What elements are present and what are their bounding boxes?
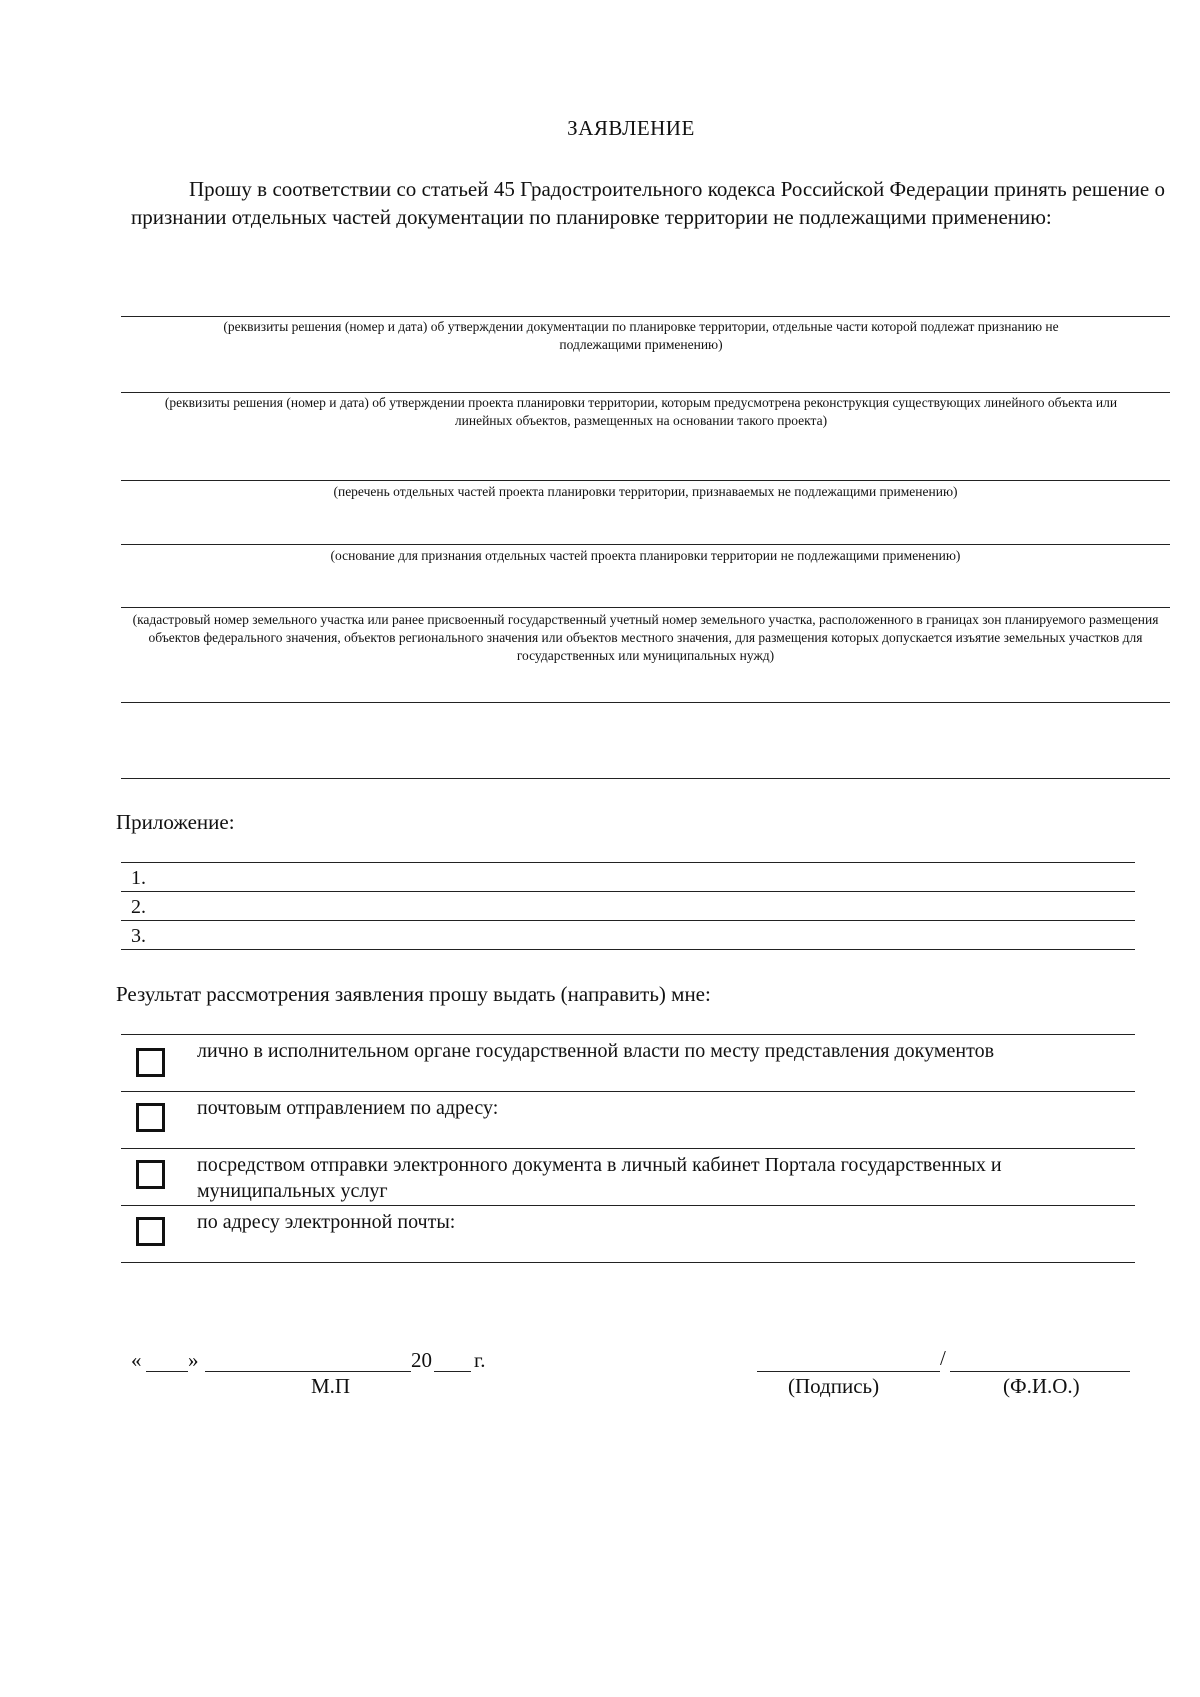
option-checkbox-portal[interactable] [136,1160,165,1189]
year-suffix: г. [474,1348,486,1372]
blank-line-1[interactable] [121,702,1170,703]
options-line-2 [121,1148,1135,1149]
field-caption-2: (реквизиты решения (номер и дата) об утверждении проекта планировки территории, которым предусмотрена реконструкция существующих линейного объекта или линейных объектов, размещенных на основании такого проекта) [164,395,1118,428]
signature-caption: (Подпись) [788,1374,880,1398]
field-line-4[interactable] [121,544,1170,545]
attachment-number: 3. [131,925,146,947]
date-day-line[interactable] [146,1371,188,1372]
signature-slash: / [940,1346,946,1370]
options-line-top [121,1034,1135,1035]
attachment-line-3[interactable] [121,949,1135,950]
date-month-line[interactable] [205,1371,411,1372]
attachment-number: 1. [131,867,146,889]
fio-line[interactable] [950,1371,1130,1372]
result-label: Результат рассмотрения заявления прошу выдать (направить) мне: [116,982,711,1006]
blank-line-2[interactable] [121,778,1170,779]
field-caption-3: (перечень отдельных частей проекта планировки территории, признаваемых не подлежащими применению) [333,484,958,499]
attachments-label: Приложение: [116,810,235,834]
option-checkbox-in-person[interactable] [136,1048,165,1077]
options-line-1 [121,1091,1135,1092]
stamp-label: М.П [311,1374,351,1398]
intro-paragraph: Прошу в соответствии со статьей 45 Градостроительного кодекса Российской Федерации принять решение о признании отдельных частей документации по планировке территории не подлежащими применению: [131,177,1165,229]
field-caption-1: (реквизиты решения (номер и дата) об утверждении документации по планировке территории, отдельные части которой подлежат признанию не подлежащими применению) [223,319,1059,352]
option-text-portal: посредством отправки электронного документа в личный кабинет Портала государственных и муниципальных услуг [197,1154,1002,1202]
option-checkbox-post[interactable] [136,1103,165,1132]
option-text-post: почтовым отправлением по адресу: [197,1097,499,1119]
attachment-line-top [121,862,1135,863]
field-line-3[interactable] [121,480,1170,481]
page-title: ЗАЯВЛЕНИЕ [567,116,695,140]
option-checkbox-email[interactable] [136,1217,165,1246]
option-text-email: по адресу электронной почты: [197,1211,456,1233]
attachment-number: 2. [131,896,146,918]
field-line-1[interactable] [121,316,1170,317]
field-line-2[interactable] [121,392,1170,393]
date-close-quote: » [188,1348,199,1372]
attachment-line-1[interactable] [121,891,1135,892]
options-line-bottom [121,1262,1135,1263]
option-text-in-person: лично в исполнительном органе государственной власти по месту представления документов [197,1040,995,1062]
date-year-line[interactable] [434,1371,471,1372]
year-prefix: 20 [411,1348,432,1372]
field-caption-4: (основание для признания отдельных частей проекта планировки территории не подлежащими применению) [330,548,961,563]
field-line-5[interactable] [121,607,1170,608]
fio-caption: (Ф.И.О.) [1003,1374,1080,1398]
attachment-line-2[interactable] [121,920,1135,921]
date-open-quote: « [131,1348,142,1372]
options-line-3 [121,1205,1135,1206]
field-caption-5: (кадастровый номер земельного участка или ранее присвоенный государственный учетный номер земельного участка, расположенного в границах зон планируемого размещения объектов федерального значения, объектов регионального значения или объектов местного значения, для размещения которых допускается изъятие земельных участков для государственных или муниципальных нужд) [132,612,1159,663]
signature-line[interactable] [757,1371,940,1372]
